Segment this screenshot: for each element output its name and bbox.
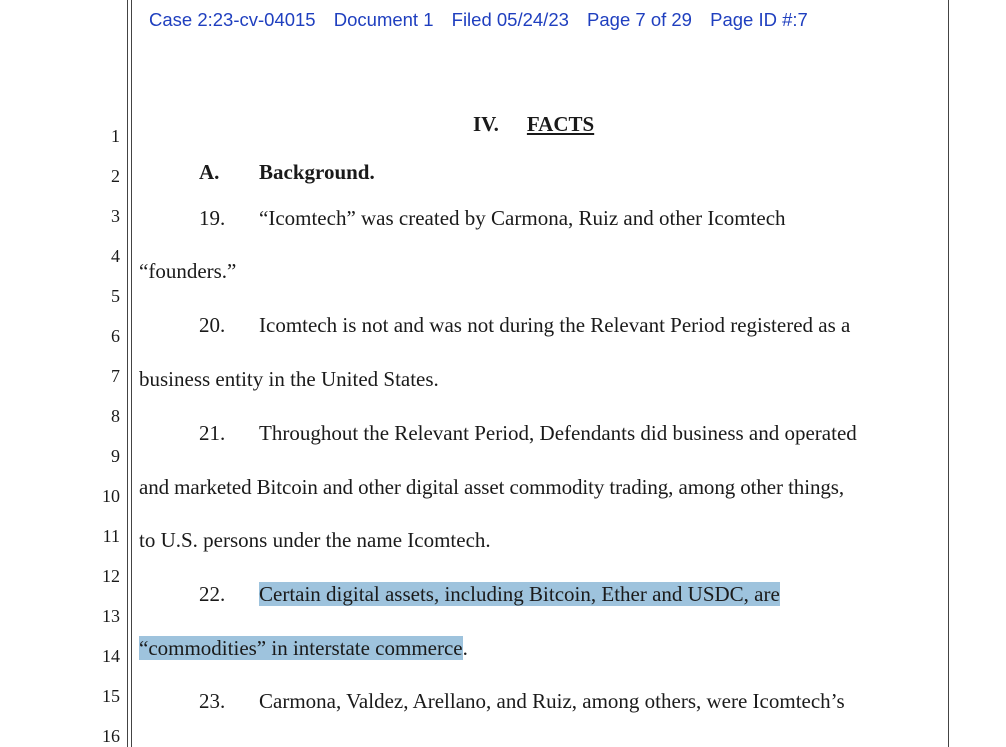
left-margin-rule-outer [127,0,128,747]
paragraph-text: “founders.” [139,259,237,283]
page-id: Page ID #:7 [710,9,808,30]
line-number: 7 [111,366,120,386]
subsection-letter: A. [199,160,220,184]
page-number: Page 7 of 29 [587,9,692,30]
highlighted-text[interactable] [139,636,468,660]
line-number: 13 [102,606,120,626]
line-number: 2 [111,166,120,186]
paragraph-text: and marketed Bitcoin and other digital asset commodity trading, among other things, [139,475,844,499]
filed-date: Filed 05/24/23 [451,9,569,30]
document-header [149,9,821,31]
section-numeral: IV. [473,112,499,136]
section-heading [473,112,594,136]
line-number: 3 [111,206,120,226]
line-number: 1 [111,126,120,146]
line-number: 12 [102,566,120,586]
line-number: 14 [102,646,120,666]
paragraph-text: to U.S. persons under the name Icomtech. [139,528,491,552]
line-number: 9 [111,446,120,466]
section-title: FACTS [526,112,595,136]
paragraph-text: business entity in the United States. [139,367,439,391]
paragraph-number: 23. [199,689,226,713]
paragraph-text: Icomtech is not and was not during the Relevant Period registered as a [259,313,851,337]
line-number: 15 [102,686,120,706]
paragraph-number: 22. [199,582,226,606]
paragraph-text: Throughout the Relevant Period, Defendants did business and operated [259,421,857,445]
line-number: 4 [111,246,120,266]
highlight-selection[interactable]: “commodities” in interstate commerce [139,636,463,660]
document-number: Document 1 [333,9,434,30]
paragraph-number: 19. [199,206,226,230]
highlighted-text[interactable] [259,582,780,606]
paragraph-text-end: . [462,636,468,660]
highlight-selection[interactable]: Certain digital assets, including Bitcoin, Ether and USDC, are [259,582,780,606]
case-number: Case 2:23-cv-04015 [149,9,316,30]
line-number: 8 [111,406,120,426]
line-number: 10 [102,486,120,506]
left-margin-rule-inner [131,0,132,747]
line-number: 6 [111,326,120,346]
line-number: 11 [102,526,120,546]
paragraph-text: “Icomtech” was created by Carmona, Ruiz and other Icomtech [259,206,786,230]
line-number: 5 [111,286,120,306]
right-margin-rule [948,0,949,747]
paragraph-text: Carmona, Valdez, Arellano, and Ruiz, among others, were Icomtech’s [259,689,845,713]
paragraph-number: 21. [199,421,226,445]
subsection-title: Background. [259,160,375,184]
paragraph-number: 20. [199,313,226,337]
line-number: 16 [102,726,120,746]
